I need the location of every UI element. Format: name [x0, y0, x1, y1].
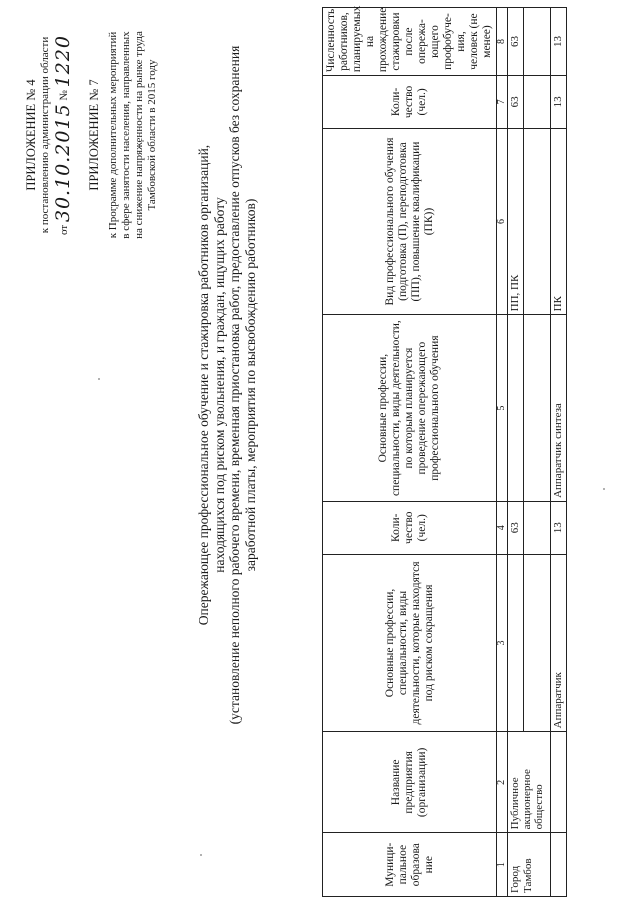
- cell-empty: [524, 501, 551, 554]
- program-line-2: в сфере занятости населения, направленных: [120, 31, 132, 239]
- table-row: [551, 8, 567, 897]
- table-header-row: [323, 8, 497, 897]
- column-number: 6: [497, 128, 508, 315]
- cell-municipality: [551, 833, 567, 897]
- table-row: [508, 8, 524, 897]
- column-number: 1: [497, 833, 508, 897]
- cell-organization: Публичное акционерное общество: [508, 732, 551, 833]
- cell-empty: [524, 315, 551, 502]
- handwritten-number: 1220: [52, 34, 74, 88]
- cell-profession-training: [508, 315, 524, 502]
- column-number-row: [497, 8, 508, 897]
- training-table: [322, 7, 567, 897]
- cell-profession-risk: [508, 554, 524, 732]
- cell-empty: [524, 8, 551, 76]
- cell-training-type: ПК: [551, 128, 567, 315]
- column-number: 7: [497, 76, 508, 129]
- header-quantity-2: Коли-чество (чел.): [323, 76, 497, 129]
- document-title: [196, 35, 258, 735]
- cell-quantity-2: 13: [551, 76, 567, 129]
- program-reference: [107, 20, 159, 250]
- program-line-1: к Программе дополнительных мероприятий: [107, 31, 119, 239]
- cell-empty: [524, 128, 551, 315]
- cell-quantity: 13: [551, 501, 567, 554]
- header-quantity: Коли-чество (чел.): [323, 501, 497, 554]
- cell-training-type: ПП, ПК: [508, 128, 524, 315]
- column-number: 8: [497, 8, 508, 76]
- cell-organization: [551, 732, 567, 833]
- date-prefix: от: [58, 224, 70, 236]
- number-prefix: №: [58, 90, 70, 101]
- resolution-line: к постановлению администрации области: [39, 36, 51, 234]
- cell-empty: [524, 554, 551, 732]
- handwritten-date: 30.10.2015: [52, 103, 74, 223]
- cell-quantity: 63: [508, 501, 524, 554]
- cell-interns: 13: [551, 8, 567, 76]
- column-number: 5: [497, 315, 508, 502]
- header-municipality: Муници-пальное образова ние: [323, 833, 497, 897]
- column-number: 4: [497, 501, 508, 554]
- cell-empty: [524, 76, 551, 129]
- cell-profession-risk: Аппаратчик: [551, 554, 567, 732]
- cell-profession-training: Аппаратчик синтеза: [551, 315, 567, 502]
- resolution-date-number: [52, 20, 74, 250]
- cell-municipality: Город Тамбов: [508, 833, 551, 897]
- program-line-3: на снижение напряженности на рынке труда: [133, 31, 145, 239]
- appendix-label-2: ПРИЛОЖЕНИЕ № 7: [87, 79, 101, 191]
- title-line-3: (установление неполного рабочего времени, временная приостановка работ, предоставление отпусков без сохранения: [227, 45, 242, 725]
- header-organization: Название предприятия (организации): [323, 732, 497, 833]
- column-number: 2: [497, 732, 508, 833]
- cell-quantity-2: 63: [508, 76, 524, 129]
- program-line-4: Тамбовской области в 2015 году: [146, 59, 158, 211]
- title-line-4: заработной платы, мероприятия по высвобождению работников): [242, 198, 258, 572]
- cell-interns: 63: [508, 8, 524, 76]
- appendix-label: ПРИЛОЖЕНИЕ № 4: [24, 79, 38, 191]
- document-header: [24, 20, 159, 250]
- title-line-2: находящихся под риском увольнения, и граждан, ищущих работу: [211, 197, 227, 573]
- header-training-type: Вид профессионального обучения (подготовка (П), переподготовка (ПП), повышение квалификации (ПК)): [323, 128, 497, 315]
- header-profession-training: Основные профессии, специальности, виды деятельности, по которым планируется проведение опережающего профессионального обучения: [323, 315, 497, 502]
- column-number: 3: [497, 554, 508, 732]
- header-interns: Численность работников, планируемых на прохождение стажировки после опережа-ющего профобуче-ния, человек (не менее): [323, 8, 497, 76]
- title-line-1: Опережающее профессиональное обучение и стажировка работников организаций,: [196, 144, 211, 626]
- header-profession-risk: Основные профессии, специальности, виды деятельности, которые находятся под риском сокращения: [323, 554, 497, 732]
